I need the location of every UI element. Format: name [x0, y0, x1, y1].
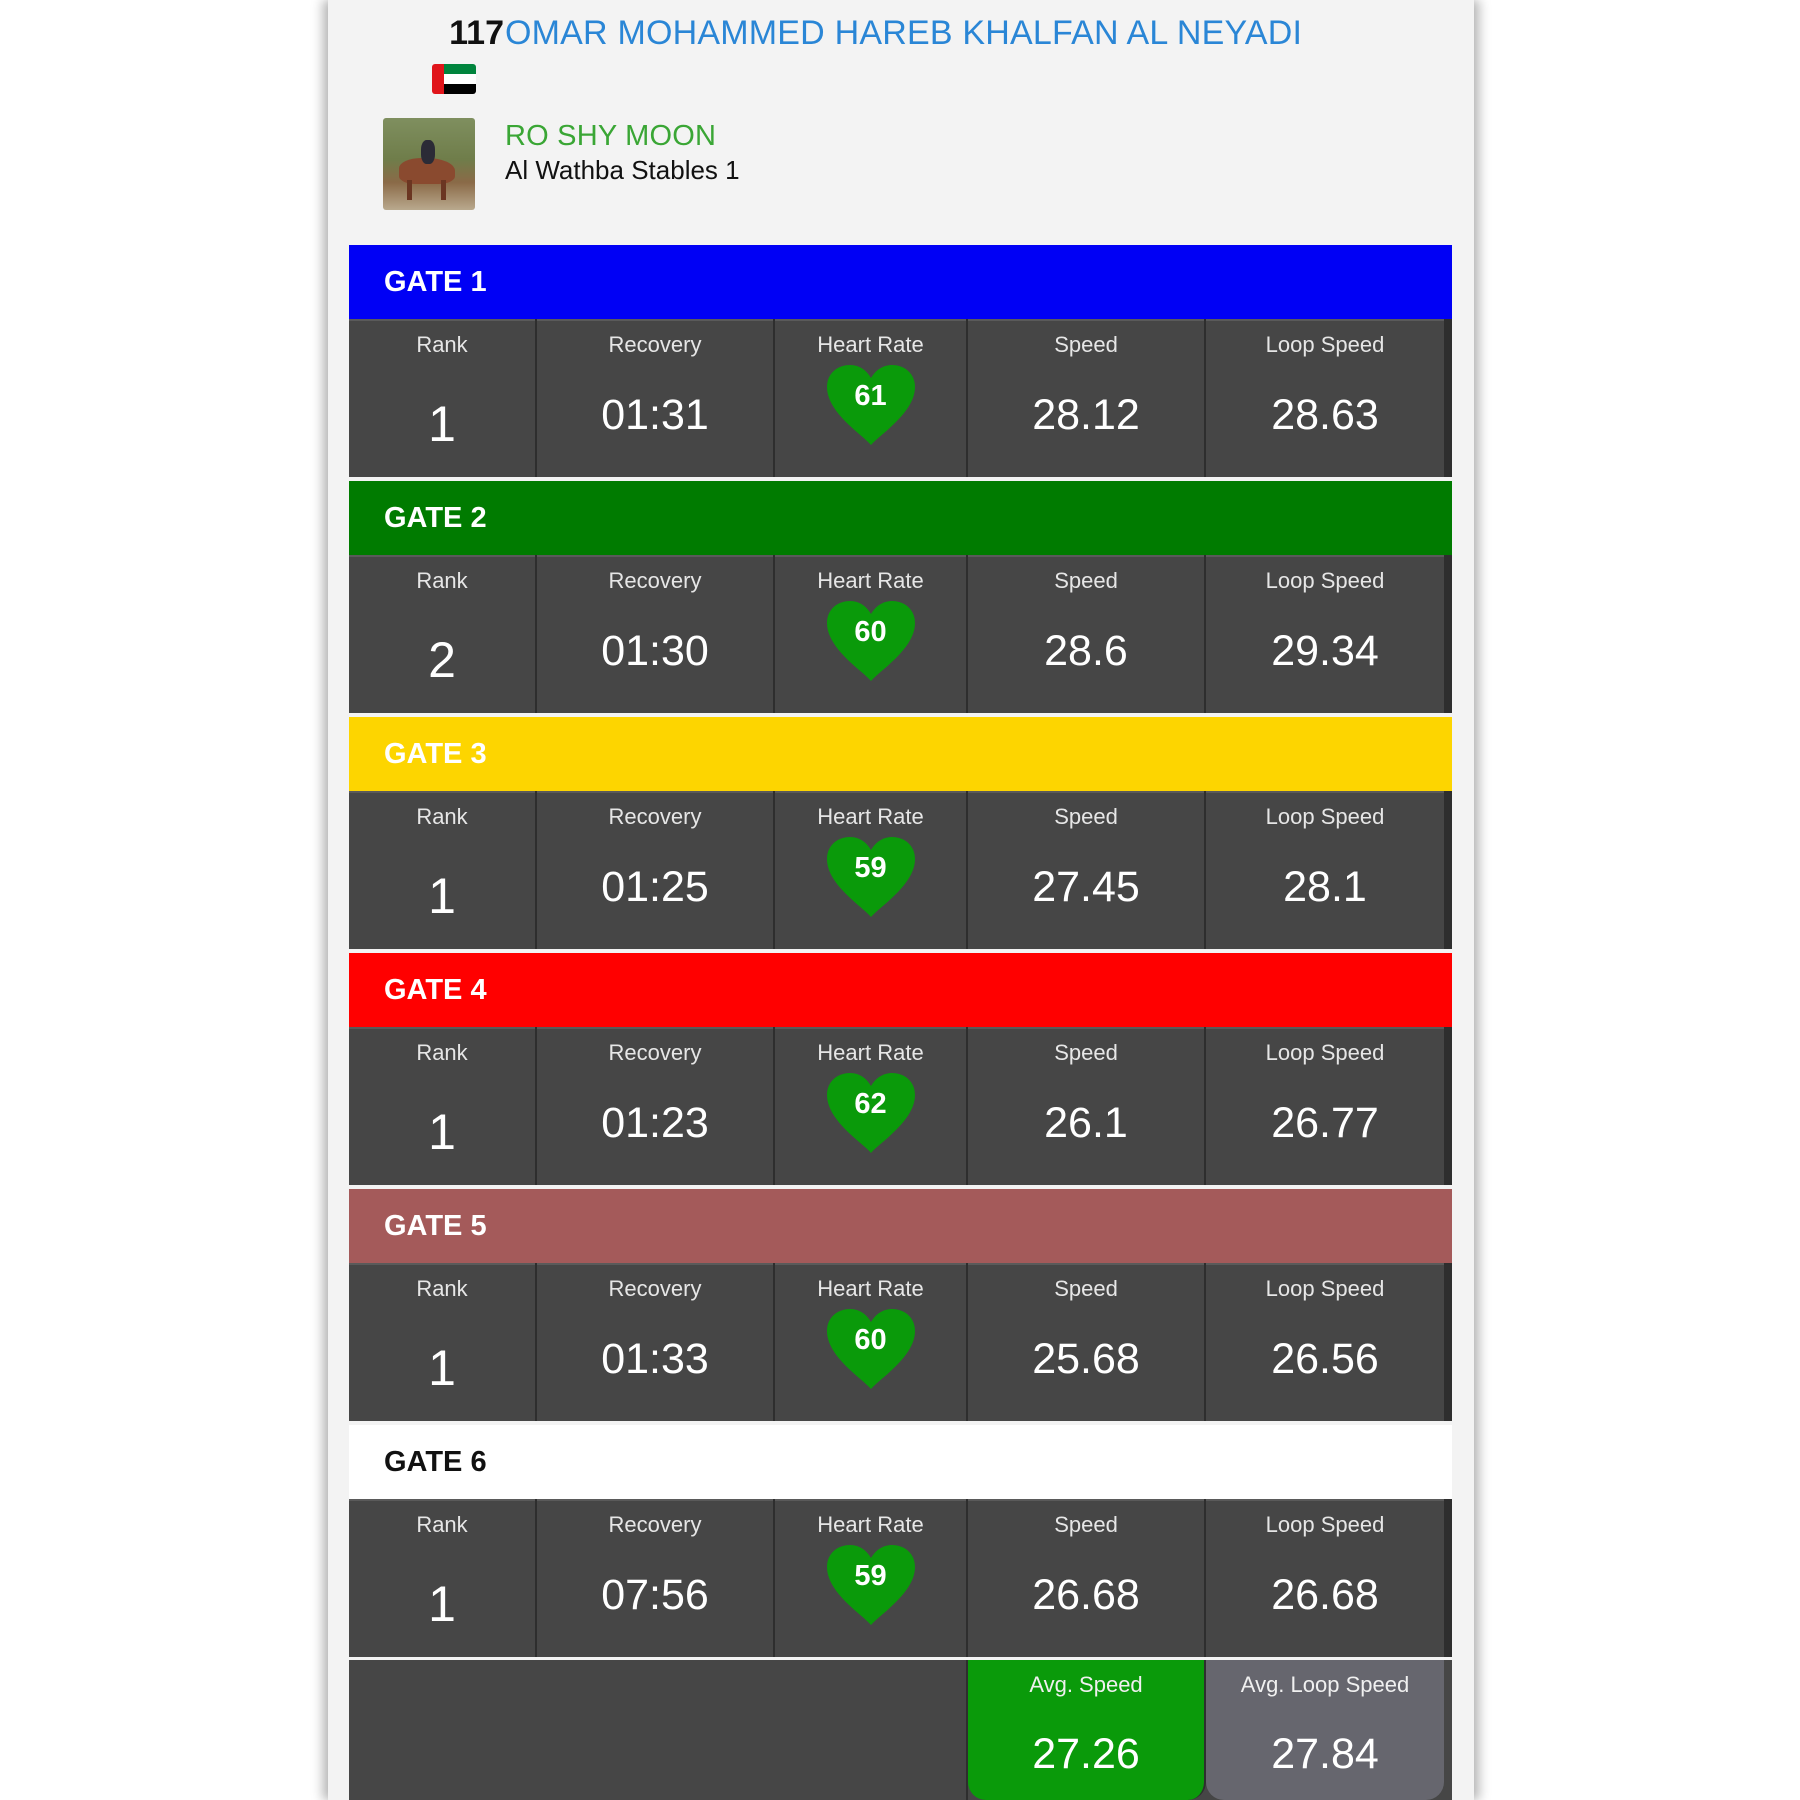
loop-speed-value: 26.68 [1271, 1571, 1379, 1619]
speed-value: 28.6 [1044, 627, 1128, 675]
recovery-value: 07:56 [601, 1571, 709, 1619]
loop-speed-cell [1206, 1263, 1452, 1421]
speed-cell [968, 555, 1206, 713]
recovery-label: Recovery [608, 1276, 702, 1301]
heart-icon [821, 363, 921, 447]
rank-cell [349, 791, 537, 949]
gate-stats-row [349, 319, 1452, 477]
speed-cell [968, 319, 1206, 477]
horse-photo[interactable] [383, 118, 475, 210]
rank-label: Rank [416, 1276, 468, 1301]
rank-value: 2 [428, 632, 456, 688]
rank-cell [349, 319, 537, 477]
avg-speed-cell [968, 1660, 1206, 1800]
recovery-label: Recovery [608, 332, 702, 357]
speed-cell [968, 1499, 1206, 1657]
loop-speed-label: Loop Speed [1265, 1512, 1385, 1537]
avg-loop-speed-label: Avg. Loop Speed [1240, 1672, 1410, 1697]
gate-stats-row [349, 1499, 1452, 1657]
recovery-value: 01:23 [601, 1099, 709, 1147]
loop-speed-cell [1206, 319, 1452, 477]
gate-block [349, 1189, 1452, 1421]
rank-label: Rank [416, 1040, 468, 1065]
rank-value: 1 [428, 396, 456, 452]
loop-speed-label: Loop Speed [1265, 568, 1385, 593]
recovery-label: Recovery [608, 804, 702, 829]
speed-label: Speed [1054, 804, 1118, 829]
gate-block [349, 953, 1452, 1185]
heart-rate-cell [775, 1499, 968, 1657]
gate-block [349, 245, 1452, 477]
rank-label: Rank [416, 332, 468, 357]
averages-row [349, 1660, 1452, 1800]
rank-value: 1 [428, 1104, 456, 1160]
heart-rate-value: 61 [854, 380, 887, 412]
avg-speed-label: Avg. Speed [1029, 1672, 1143, 1697]
rank-cell [349, 555, 537, 713]
speed-cell [968, 1027, 1206, 1185]
recovery-label: Recovery [608, 568, 702, 593]
gate-block [349, 1425, 1452, 1657]
gate-header[interactable] [349, 1189, 1452, 1263]
recovery-cell [537, 1027, 775, 1185]
gate-title: GATE 6 [384, 1445, 487, 1478]
gate-block [349, 481, 1452, 713]
speed-cell [968, 791, 1206, 949]
loop-speed-label: Loop Speed [1265, 1276, 1385, 1301]
loop-speed-value: 28.63 [1271, 391, 1379, 439]
heart-rate-cell [775, 1027, 968, 1185]
gate-title: GATE 2 [384, 501, 487, 534]
avg-loop-speed-value: 27.84 [1271, 1730, 1379, 1778]
rank-value: 1 [428, 1340, 456, 1396]
gate-stats-row [349, 555, 1452, 713]
speed-label: Speed [1054, 332, 1118, 357]
recovery-label: Recovery [608, 1512, 702, 1537]
recovery-cell [537, 319, 775, 477]
loop-speed-label: Loop Speed [1265, 332, 1385, 357]
gate-stats-row [349, 791, 1452, 949]
speed-label: Speed [1054, 568, 1118, 593]
speed-label: Speed [1054, 1040, 1118, 1065]
recovery-cell [537, 1263, 775, 1421]
loop-speed-value: 29.34 [1271, 627, 1379, 675]
gate-header[interactable] [349, 953, 1452, 1027]
loop-speed-value: 26.56 [1271, 1335, 1379, 1383]
speed-value: 25.68 [1032, 1335, 1140, 1383]
loop-speed-cell [1206, 555, 1452, 713]
gate-block [349, 717, 1452, 949]
loop-speed-value: 28.1 [1283, 863, 1367, 911]
heart-rate-label: Heart Rate [817, 1512, 924, 1537]
recovery-value: 01:33 [601, 1335, 709, 1383]
uae-flag-icon [432, 64, 476, 94]
heart-rate-label: Heart Rate [817, 804, 924, 829]
rank-cell [349, 1027, 537, 1185]
avg-loop-speed-cell [1206, 1660, 1444, 1800]
heart-rate-value: 59 [854, 1560, 887, 1592]
gate-title: GATE 4 [384, 973, 487, 1006]
heart-rate-cell [775, 1263, 968, 1421]
bib-number: 117 [449, 14, 504, 52]
gate-title: GATE 1 [384, 265, 487, 298]
heart-rate-cell [775, 555, 968, 713]
recovery-value: 01:30 [601, 627, 709, 675]
heart-icon [821, 835, 921, 919]
heart-rate-cell [775, 319, 968, 477]
heart-rate-label: Heart Rate [817, 1040, 924, 1065]
rank-label: Rank [416, 1512, 468, 1537]
loop-speed-cell [1206, 1027, 1452, 1185]
heart-rate-label: Heart Rate [817, 568, 924, 593]
speed-value: 28.12 [1032, 391, 1140, 439]
rank-cell [349, 1263, 537, 1421]
rank-label: Rank [416, 804, 468, 829]
gate-title: GATE 3 [384, 737, 487, 770]
heart-rate-cell [775, 791, 968, 949]
speed-label: Speed [1054, 1276, 1118, 1301]
loop-speed-cell [1206, 791, 1452, 949]
heart-rate-value: 62 [854, 1088, 887, 1120]
gate-stats-row [349, 1027, 1452, 1185]
recovery-cell [537, 1499, 775, 1657]
heart-rate-label: Heart Rate [817, 332, 924, 357]
avg-speed-value: 27.26 [1032, 1730, 1140, 1778]
loop-speed-label: Loop Speed [1265, 804, 1385, 829]
horse-name-link[interactable]: RO SHY MOON [505, 120, 717, 152]
heart-icon [821, 1071, 921, 1155]
heart-rate-value: 60 [854, 1324, 887, 1356]
recovery-cell [537, 555, 775, 713]
rank-value: 1 [428, 868, 456, 924]
speed-value: 27.45 [1032, 863, 1140, 911]
speed-label: Speed [1054, 1512, 1118, 1537]
entry-header [328, 0, 1474, 245]
recovery-value: 01:25 [601, 863, 709, 911]
gate-stats-row [349, 1263, 1452, 1421]
gate-title: GATE 5 [384, 1209, 487, 1242]
heart-rate-value: 60 [854, 616, 887, 648]
gate-header[interactable] [349, 717, 1452, 791]
gate-header[interactable] [349, 481, 1452, 555]
recovery-label: Recovery [608, 1040, 702, 1065]
heart-icon [821, 1543, 921, 1627]
rank-label: Rank [416, 568, 468, 593]
recovery-cell [537, 791, 775, 949]
speed-value: 26.68 [1032, 1571, 1140, 1619]
gate-header[interactable] [349, 245, 1452, 319]
heart-rate-label: Heart Rate [817, 1276, 924, 1301]
heart-rate-value: 59 [854, 852, 887, 884]
loop-speed-cell [1206, 1499, 1452, 1657]
speed-value: 26.1 [1044, 1099, 1128, 1147]
recovery-value: 01:31 [601, 391, 709, 439]
rank-value: 1 [428, 1576, 456, 1632]
speed-cell [968, 1263, 1206, 1421]
loop-speed-value: 26.77 [1271, 1099, 1379, 1147]
heart-icon [821, 1307, 921, 1391]
gate-header[interactable] [349, 1425, 1452, 1499]
rider-name-link[interactable]: OMAR MOHAMMED HAREB KHALFAN AL NEYADI [505, 14, 1303, 52]
loop-speed-label: Loop Speed [1265, 1040, 1385, 1065]
stable-name: Al Wathba Stables 1 [505, 155, 740, 185]
rank-cell [349, 1499, 537, 1657]
entry-card [328, 0, 1474, 1800]
heart-icon [821, 599, 921, 683]
